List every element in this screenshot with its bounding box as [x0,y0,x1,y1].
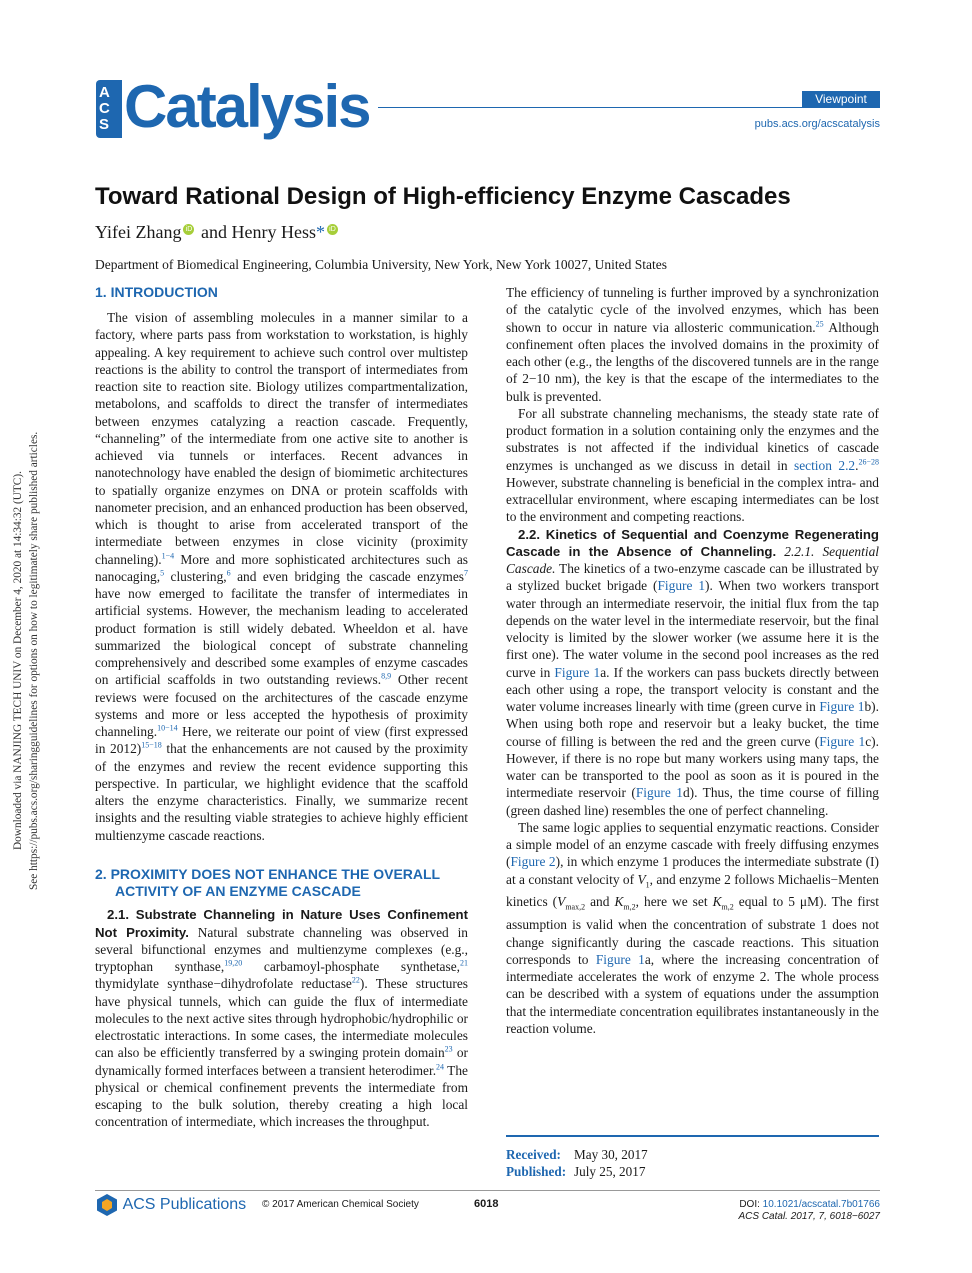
journal-name: Catalysis [124,73,370,140]
orcid-icon[interactable]: iD [327,224,338,235]
doi-link[interactable]: 10.1021/acscatal.7b01766 [762,1199,880,1210]
article-dates: Received: May 30, 2017 Published: July 25, 2017 [506,1147,648,1179]
acs-logo-badge: A C S [96,80,122,138]
author-name[interactable]: Yifei Zhang [95,222,182,242]
citation: ACS Catal. 2017, 7, 6018−6027 [738,1211,880,1222]
paragraph: The same logic applies to sequential enzymatic reactions. Consider a simple model of an enzyme cascade with freely diffusing enzymes (Figure 2), in which enzyme 1 produces the intermediate substrate (I) at a constant velocity of $V_1$, and enzyme 2 follows Michaelis−Menten kinetics ($V_{max,2}$ and $K_{m,2}$, here we set $K_{m,2}$ equal to 5 μM). The first assumption is valid when the concentration of substrate 1 does not change significantly during the cascade reactions. This situation corresponds to Figure 1a, where the increasing concentration of intermediate accelerates the work of enzyme 2. The whole process can be described with a system of equations under the assumption that the intermediate concentration equilibrates instantaneously in the reaction volume. [506,819,880,1036]
right-column [506,284,879,1037]
paragraph: The efficiency of tunneling is further improved by a synchronization of the catalytic cycle of the involved enzymes, which has been shown to occur in nature via allosteric communication.$^{25}$ Although confinement often places the involved domains in the proximity of each other (e.g., the lengths of the discovered tunnels are in the range of 2−10 nm), the key is that the escape of the intermediates to the bulk is prevented. [506,285,879,404]
acs-hexagon-icon [95,1193,119,1217]
footer-rule [95,1190,880,1191]
download-watermark: Downloaded via NANJING TECH UNIV on December 4, 2020 at 14:34:32 (UTC). See https://pubs.acs.org/sharingguidelines for options on how to legitimately share published articles. [12,431,40,890]
orcid-icon[interactable]: iD [183,224,194,235]
affiliation: Department of Biomedical Engineering, Columbia University, New York, New York 10027, United States [95,257,668,272]
copyright: © 2017 American Chemical Society [262,1199,419,1210]
left-column [95,284,469,1131]
page-number: 6018 [474,1198,499,1210]
doi-block: DOI: 10.1021/acscatal.7b01766 ACS Catal. 2017, 7, 6018−6027 [660,1199,880,1223]
article-title: Toward Rational Design of High-efficiency Enzyme Cascades [95,183,791,210]
paragraph: For all substrate channeling mechanisms, the steady state rate of product formation in a solution containing only the enzymes and the substrates is not affected if the individual kinetics of cascade enzymes is unchanged as we discuss in detail in section 2.2.$^{26-28}$ However, substrate channeling is beneficial in the complex intra- and extracellular environment, where escaping intermediates can be lost to the environment and competing reactions. [506,405,879,525]
section-heading: 1. INTRODUCTION [95,284,218,300]
dates-rule [506,1135,879,1137]
subsection-heading: 2.2. Kinetics of Sequential and Coenzyme Regenerating Cascade in the Absence of Channeling. [506,526,879,559]
corresponding-star[interactable]: * [315,222,325,242]
paragraph: 2.1. Substrate Channeling in Nature Uses Confinement Not Proximity. Natural substrate channeling was observed in several bifunctional enzymes and multienzyme complexes (e.g., tryptophan synthase,$^{19,20}$ carbamoyl-phosphate synthetase,$^{21}$ thymidylate synthase−dihydrofolate reductase$^{22}$). These structures have physical tunnels, which can guide the flux of intermediate molecules to the next active sites through hydrophobic/hydrophilic or electrostatic interactions. In some cases, the intermediate molecules can also be efficiently transferred by a swinging protein domain$^{23}$ or dynamically formed interfaces between a transient heterodimer.$^{24}$ The physical or chemical confinement prevents the intermediate from escaping to the bulk solution, thereby creating a high local concentration of intermediate, which increases the throughput. [95,907,468,1130]
received-date: May 30, 2017 [574,1147,648,1162]
author-name[interactable]: Henry Hess [231,222,316,242]
subsubsection-heading: 2.2.1. Sequential Cascade. [506,543,879,576]
paragraph: 2.2. Kinetics of Sequential and Coenzyme Regenerating Cascade in the Absence of Channeling. 2.2.1. Sequential Cascade. The kinetics of a two-enzyme cascade can be illustrated by a stylized bucket brigade (Figure 1). When two workers transport water through an intermediate reservoir, the initial flux from the tap depends on the water level in the intermediate reservoir, but the final velocity is limited by the slower worker (we assume here it is the first one). The water volume in the second pool increases as the red curve in Figure 1a. If the workers can pass buckets directly between each other using a rope, the transport velocity is constant and the water volume increases linearly with time (green curve in Figure 1b). When using both rope and reservoir but a leaky bucket, the time course of filling is between the red and the green curve (Figure 1c). However, if there is no rope but many workers using many taps, the water can be transported to the pool as soon as it is poured in the intermediate reservoir (Figure 1d). Thus, the time course of filling (green dashed line) resembles the one of perfect channeling. [506,526,879,818]
subsection-heading: 2.1. Substrate Channeling in Nature Uses Confinement Not Proximity. [95,907,468,940]
article-type-badge: Viewpoint [802,91,880,108]
paragraph: The vision of assembling molecules in a manner similar to a factory, where parts pass from workstation to workstation, is highly appealing. A key requirement to achieve such control over multistep reactions is the ability to control the transport of intermediates from reaction site to reaction site. Biology utilizes compartmentalization, metabolons, and scaffolds to direct the transfer of intermediates between enzymes catalyzing a reaction cascade. Frequently, “channeling” of the intermediate from one active site to another is achieved via tunnels or interfaces. Recent advances in nanotechnology have enabled the design of biomimetic architectures to spatially organize enzymes on DNA or protein scaffolds with nanometer precision, and an enhanced production has been observed, which is thought to arise from accelerated transport of the intermediate between enzymes in close vicinity (proximity channeling).$^{1-4}$ More and more sophisticated architectures such as nanocaging,$^5$ clustering,$^6$ and even bridging the cascade enzymes$^7$ have now emerged to facilitate the transfer of intermediates in artificial systems. However, the mechanism leading to accelerated product formation is still widely debated. Wheeldon et al. have summarized the biological concept of substrate channeling comprehensively and described some examples of enzyme cascades on artificial scaffolds in two outstanding reviews.$^{8,9}$ Other recent reviews were focused on the architectures of the cascade enzyme systems and more or less accepted the hypothesis of proximity channeling.$^{10-14}$ Here, we reiterate our point of view (first expressed in 2012)$^{15-18}$ that the enhancements are not caused by the proximity of the enzymes and review the recent evidence supporting this perspective. In particular, we highlight evidence that the scaffold alters the enzyme characteristics. Finally, we summarize recent insights and the resulting viable strategies to achieve highly efficient multienzyme cascade reactions. [95,310,469,843]
publisher-logo[interactable]: ACS Publications [95,1193,246,1217]
published-date: July 25, 2017 [574,1164,646,1179]
section-heading: 2. PROXIMITY DOES NOT ENHANCE THE OVERALL ACTIVITY OF AN ENZYME CASCADE [95,865,441,899]
journal-url[interactable]: pubs.acs.org/acscatalysis [754,118,880,130]
author-list: Yifei Zhang iD and Henry Hess* iD [95,222,340,243]
